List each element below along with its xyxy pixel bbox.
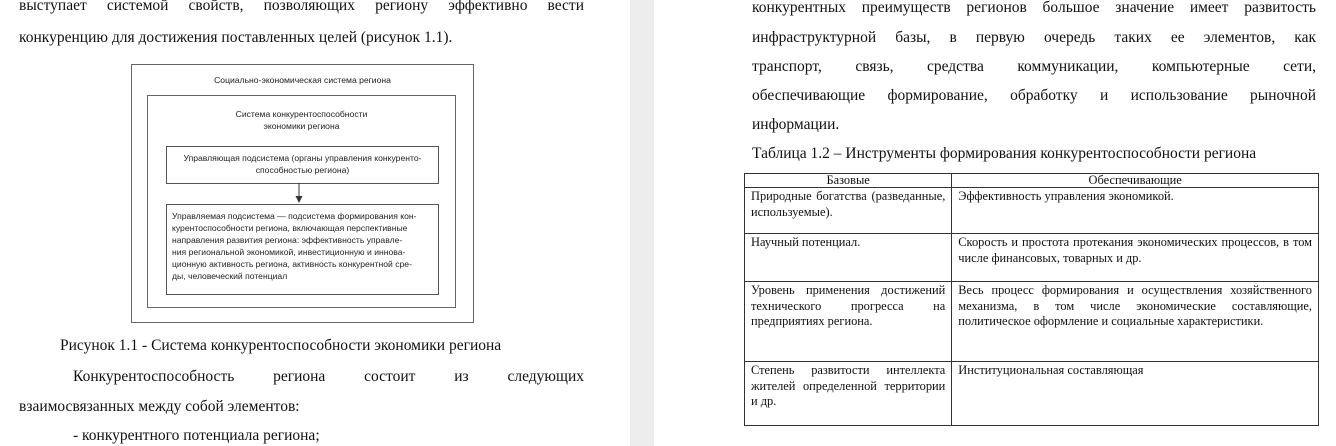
paragraph-line: выступает системой свойств, позволяющих региону эффективно вести (19, 0, 584, 14)
table-row (745, 188, 1319, 234)
figure-arrow (292, 183, 306, 205)
table-header-cell: Базовые (745, 174, 952, 188)
table-cell: Эффективность управления экономикой. (952, 188, 1319, 234)
figure-box-line: ционную активность региона, активность конкурентной сре- (172, 259, 412, 269)
table-cell: Степень развитости интеллекта жителей определенной территории и др. (745, 362, 952, 426)
paragraph-line: взаимосвязанных между собой элементов: (19, 398, 300, 415)
table-row (745, 282, 1319, 362)
paragraph-line: конкуренцию для достижения поставленных целей (рисунок 1.1). (19, 29, 453, 46)
figure-inner-title-line: Система конкурентоспособности (235, 109, 368, 119)
figure-caption: Рисунок 1.1 - Система конкурентоспособности экономики региона (60, 337, 502, 354)
paragraph-line: обеспечивающие формирование, обработку и использование рыночной (752, 87, 1316, 104)
figure-outer-title: Социально-экономическая система региона (214, 75, 391, 85)
table-caption: Таблица 1.2 – Инструменты формирования конкурентоспособности региона (752, 145, 1257, 162)
list-item: - конкурентного потенциала региона; (73, 427, 320, 444)
figure-box-line: Управляющая подсистема (органы управления конкуренто- (183, 153, 422, 163)
paragraph-line: инфраструктурной базы, в первую очередь таких ее элементов, как (752, 29, 1316, 46)
figure-box-line: Управляемая подсистема — подсистема формирования кон- (172, 211, 417, 221)
table-header-row (745, 174, 1319, 188)
paragraph-line: информации. (752, 116, 840, 133)
figure-inner-title-line: экономики региона (263, 121, 340, 131)
instruments-table (744, 173, 1319, 426)
table-header-cell: Обеспечивающие (952, 174, 1319, 188)
table-row (745, 234, 1319, 282)
table-cell: Весь процесс формирования и осуществления хозяйственного механизма, в том числе экономические составляющие, политическое оформление и социальные характеристики. (952, 282, 1319, 362)
figure-box-line: направления развития региона: эффективность управле- (172, 235, 403, 245)
table-cell: Природные богатства (разведанные, используемые). (745, 188, 952, 234)
table-cell: Научный потенциал. (745, 234, 952, 282)
figure-box-line: курентоспособности региона, включающая перспективные (172, 223, 408, 233)
figure-box-line: ды, человеческий потенциал (172, 271, 288, 281)
paragraph-line: Конкурентоспособность региона состоит из следующих (73, 368, 584, 385)
figure-box-line: ния региональной экономикой, инвестиционную и иннова- (172, 247, 406, 257)
table-cell: Скорость и простота протекания экономических процессов, в том числе финансовых, товарных и др. (952, 234, 1319, 282)
paragraph-line: конкурентных преимуществ регионов большое значение имеет развитость (752, 0, 1316, 16)
table-cell: Институциональная составляющая (952, 362, 1319, 426)
table-row (745, 362, 1319, 426)
table-cell: Уровень применения достижений технического прогресса на предприятиях региона. (745, 282, 952, 362)
paragraph-line: транспорт, связь, средства коммуникации, компьютерные сети, (752, 58, 1316, 75)
figure-box-line: способностью региона) (255, 165, 350, 175)
